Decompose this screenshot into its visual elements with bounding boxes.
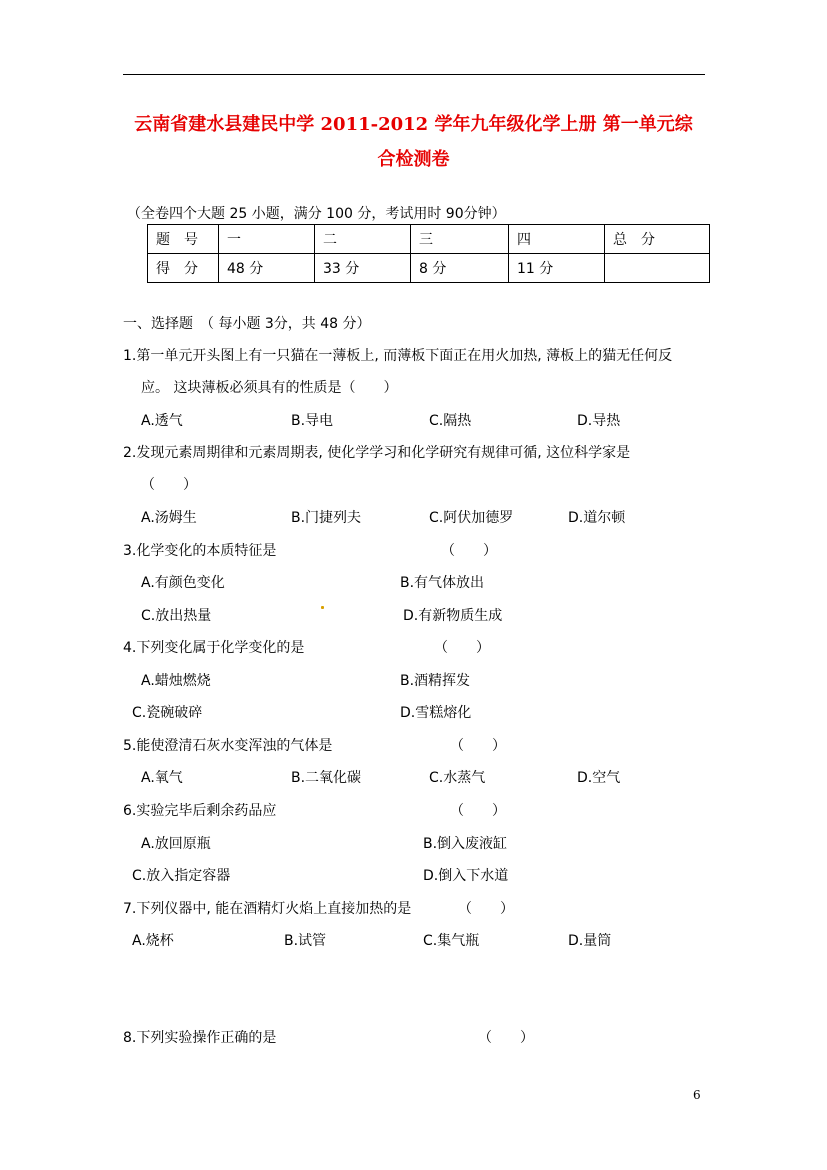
option: A.汤姆生 <box>141 510 197 526</box>
scan-mark <box>321 606 324 609</box>
score-table-header-row <box>148 225 710 254</box>
answer-parentheses: （ ） <box>458 901 514 917</box>
answer-parentheses: （ ） <box>450 738 506 754</box>
option: C.集气瓶 <box>423 933 480 949</box>
option: A.有颜色变化 <box>141 575 225 591</box>
question-stem-continued: （ ） <box>141 477 197 493</box>
score-cell: 33 分 <box>315 254 411 283</box>
document-title-line1: 云南省建水县建民中学 2011-2012 学年九年级化学上册 第一单元综 <box>134 114 693 135</box>
option: A.放回原瓶 <box>141 836 211 852</box>
option: B.酒精挥发 <box>400 673 471 689</box>
score-cell: 一 <box>219 225 315 254</box>
score-cell: 得 分 <box>148 254 219 283</box>
option: D.导热 <box>577 413 621 429</box>
option: C.阿伏加德罗 <box>429 510 514 526</box>
score-cell <box>605 254 710 283</box>
option: D.空气 <box>577 770 621 786</box>
document-title-line2: 合检测卷 <box>377 149 450 170</box>
option: A.蜡烛燃烧 <box>141 673 211 689</box>
option: D.有新物质生成 <box>403 608 503 624</box>
score-cell: 48 分 <box>219 254 315 283</box>
question-stem: 3.化学变化的本质特征是 <box>123 543 277 559</box>
option: D.道尔顿 <box>568 510 626 526</box>
option: B.有气体放出 <box>400 575 485 591</box>
question-stem: 8.下列实验操作正确的是 <box>123 1030 277 1046</box>
option: C.隔热 <box>429 413 472 429</box>
option: B.二氧化碳 <box>291 770 362 786</box>
answer-parentheses: （ ） <box>478 1030 534 1046</box>
score-table <box>147 224 710 283</box>
option: A.烧杯 <box>132 933 174 949</box>
header-rule <box>123 74 705 75</box>
option: B.试管 <box>284 933 327 949</box>
score-cell: 总 分 <box>605 225 710 254</box>
question-stem: 6.实验完毕后剩余药品应 <box>123 803 277 819</box>
question-stem: 1.第一单元开头图上有一只猫在一薄板上, 而薄板下面正在用火加热, 薄板上的猫无任何反 <box>123 348 673 364</box>
option: C.水蒸气 <box>429 770 486 786</box>
question-stem: 7.下列仪器中, 能在酒精灯火焰上直接加热的是 <box>123 901 412 917</box>
section-heading: 一、选择题 （ 每小题 3分，共 48 分） <box>123 316 371 332</box>
score-cell: 8 分 <box>411 254 509 283</box>
score-cell: 题 号 <box>148 225 219 254</box>
answer-parentheses: （ ） <box>441 543 497 559</box>
question-stem-continued: 应。 这块薄板必须具有的性质是（ ） <box>141 380 398 396</box>
question-stem: 2.发现元素周期律和元素周期表, 使化学学习和化学研究有规律可循, 这位科学家是 <box>123 445 631 461</box>
score-table-score-row <box>148 254 710 283</box>
score-cell: 四 <box>509 225 605 254</box>
option: B.门捷列夫 <box>291 510 362 526</box>
option: D.量筒 <box>568 933 612 949</box>
score-cell: 11 分 <box>509 254 605 283</box>
answer-parentheses: （ ） <box>450 803 506 819</box>
option: B.倒入废液缸 <box>423 836 508 852</box>
option: D.倒入下水道 <box>423 868 509 884</box>
option: C.放出热量 <box>141 608 212 624</box>
option: C.放入指定容器 <box>132 868 231 884</box>
score-cell: 二 <box>315 225 411 254</box>
option: A.氧气 <box>141 770 183 786</box>
score-cell: 三 <box>411 225 509 254</box>
exam-info: （全卷四个大题 25 小题，满分 100 分，考试用时 90分钟） <box>127 206 506 222</box>
answer-parentheses: （ ） <box>434 640 490 656</box>
option: D.雪糕熔化 <box>400 705 472 721</box>
question-stem: 5.能使澄清石灰水变浑浊的气体是 <box>123 738 333 754</box>
option: B.导电 <box>291 413 334 429</box>
page-number: 6 <box>693 1088 701 1102</box>
question-stem: 4.下列变化属于化学变化的是 <box>123 640 305 656</box>
option: C.瓷碗破碎 <box>132 705 203 721</box>
option: A.透气 <box>141 413 183 429</box>
